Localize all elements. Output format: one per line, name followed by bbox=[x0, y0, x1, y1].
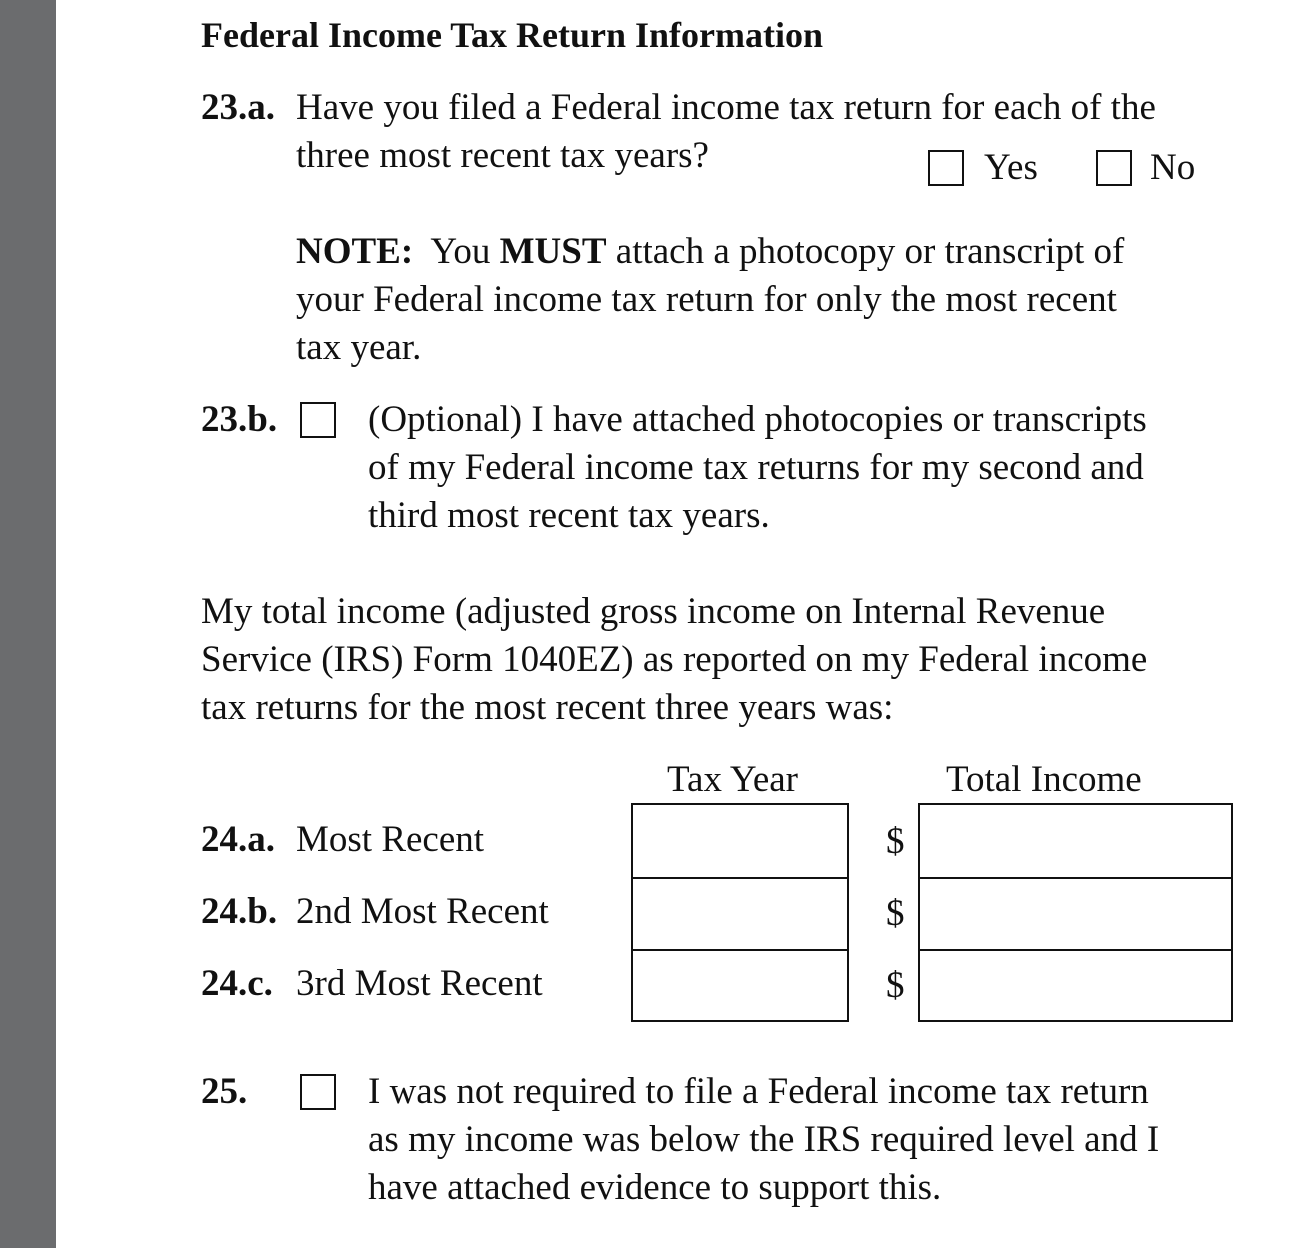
question-25-number: 25. bbox=[201, 1071, 248, 1112]
currency-symbol-24a: $ bbox=[886, 821, 905, 862]
question-23a-text-line1: Have you filed a Federal income tax return for each of the bbox=[296, 87, 1156, 128]
yes-checkbox[interactable] bbox=[928, 150, 964, 186]
row-24a-label: Most Recent bbox=[296, 819, 485, 860]
row-24b-number: 24.b. bbox=[201, 891, 278, 932]
form-page bbox=[56, 0, 1304, 1248]
total-income-fields bbox=[918, 803, 1233, 1022]
question-25-text-line3: have attached evidence to support this. bbox=[368, 1167, 942, 1208]
note-must: MUST bbox=[499, 231, 607, 272]
total-income-input-24c[interactable] bbox=[920, 949, 1231, 1020]
note-rest: attach a photocopy or transcript of bbox=[615, 231, 1125, 272]
question-23b-text-line1: (Optional) I have attached photocopies or transcripts bbox=[368, 399, 1147, 440]
question-23a-number: 23.a. bbox=[201, 87, 275, 128]
row-24c-number: 24.c. bbox=[201, 963, 273, 1004]
question-23b-text-line3: third most recent tax years. bbox=[368, 495, 770, 536]
tax-year-input-24a[interactable] bbox=[633, 805, 847, 877]
currency-symbol-24c: $ bbox=[886, 965, 905, 1006]
tax-year-input-24b[interactable] bbox=[633, 877, 847, 949]
currency-symbol-24b: $ bbox=[886, 893, 905, 934]
income-intro-line1: My total income (adjusted gross income on Internal Revenue bbox=[201, 591, 1106, 632]
income-intro-line3: tax returns for the most recent three years was: bbox=[201, 687, 894, 728]
note-line3: tax year. bbox=[296, 327, 422, 368]
note-lead: NOTE: bbox=[296, 231, 414, 272]
optional-attached-checkbox[interactable] bbox=[300, 402, 336, 438]
viewer-gutter bbox=[0, 0, 56, 1248]
income-intro-line2: Service (IRS) Form 1040EZ) as reported on my Federal income bbox=[201, 639, 1148, 680]
question-23a-text-line2: three most recent tax years? bbox=[296, 135, 709, 176]
no-label: No bbox=[1150, 147, 1196, 188]
tax-year-input-24c[interactable] bbox=[633, 949, 847, 1020]
column-header-tax-year: Tax Year bbox=[667, 759, 798, 800]
row-24b-label: 2nd Most Recent bbox=[296, 891, 549, 932]
no-checkbox[interactable] bbox=[1096, 150, 1132, 186]
question-23b-text-line2: of my Federal income tax returns for my second and bbox=[368, 447, 1144, 488]
row-24a-number: 24.a. bbox=[201, 819, 275, 860]
total-income-input-24b[interactable] bbox=[920, 877, 1231, 949]
yes-label: Yes bbox=[984, 147, 1038, 188]
not-required-checkbox[interactable] bbox=[300, 1074, 336, 1110]
total-income-input-24a[interactable] bbox=[920, 805, 1231, 877]
question-25-text-line2: as my income was below the IRS required level and I bbox=[368, 1119, 1160, 1160]
column-header-total-income: Total Income bbox=[946, 759, 1142, 800]
question-23b-number: 23.b. bbox=[201, 399, 278, 440]
section-title: Federal Income Tax Return Information bbox=[201, 15, 823, 55]
note-line2: your Federal income tax return for only the most recent bbox=[296, 279, 1117, 320]
note-line1 bbox=[296, 228, 1124, 276]
note-you: You bbox=[430, 231, 491, 272]
row-24c-label: 3rd Most Recent bbox=[296, 963, 543, 1004]
question-25-text-line1: I was not required to file a Federal income tax return bbox=[368, 1071, 1149, 1112]
tax-year-fields bbox=[631, 803, 849, 1022]
